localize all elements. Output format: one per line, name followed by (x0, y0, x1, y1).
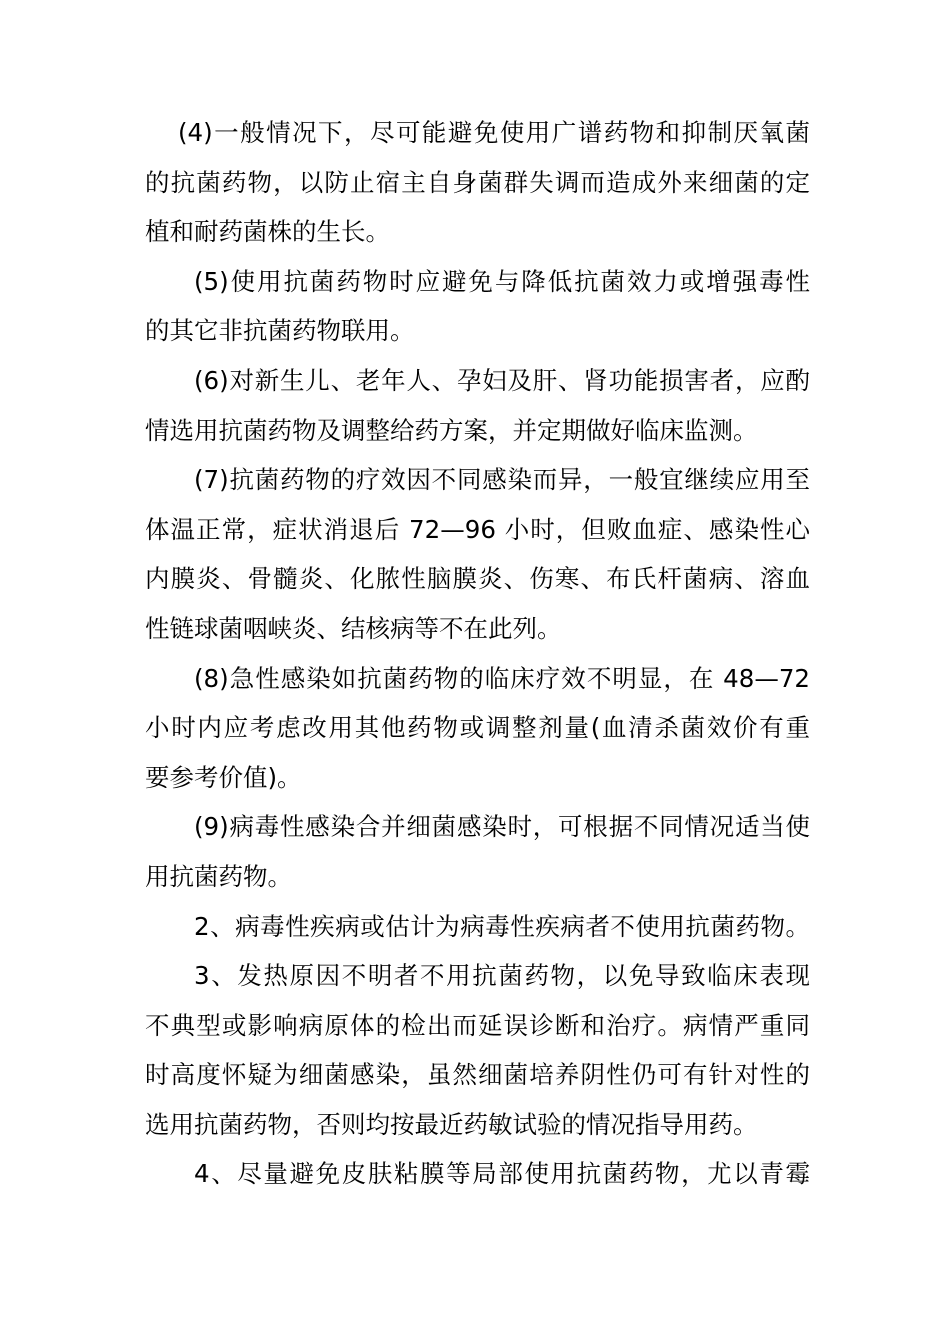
paragraph-line: 小时内应考虑改用其他药物或调整剂量(血清杀菌效价有重 (145, 713, 810, 743)
document-body (145, 108, 810, 1199)
paragraph-line: 要参考价值)。 (145, 762, 302, 792)
paragraph-line: 的抗菌药物，以防止宿主自身菌群失调而造成外来细菌的定 (145, 167, 810, 197)
paragraph-line: 内膜炎、骨髓炎、化脓性脑膜炎、伤寒、布氏杆菌病、溶血 (145, 564, 810, 594)
paragraph-line: (8)急性感染如抗菌药物的临床疗效不明显，在 48—72 (194, 663, 810, 693)
paragraph-line: 情选用抗菌药物及调整给药方案，并定期做好临床监测。 (145, 415, 758, 445)
paragraph-line: 用抗菌药物。 (145, 861, 292, 891)
paragraph-line: (6)对新生儿、老年人、孕妇及肝、肾功能损害者，应酌 (194, 365, 810, 395)
paragraph-line: 体温正常，症状消退后 72—96 小时，但败血症、感染性心 (145, 514, 810, 544)
paragraph-line: 不典型或影响病原体的检出而延误诊断和治疗。病情严重同 (145, 1010, 810, 1040)
paragraph-line: 4、尽量避免皮肤粘膜等局部使用抗菌药物，尤以青霉 (194, 1159, 810, 1189)
paragraph-line: (5)使用抗菌药物时应避免与降低抗菌效力或增强毒性 (194, 266, 810, 296)
paragraph-line: 性链球菌咽峡炎、结核病等不在此列。 (145, 613, 562, 643)
paragraph-line: 植和耐药菌株的生长。 (145, 217, 390, 247)
paragraph-line: 2、病毒性疾病或估计为病毒性疾病者不使用抗菌药物。 (194, 911, 810, 941)
paragraph-line: 3、发热原因不明者不用抗菌药物，以免导致临床表现 (194, 961, 810, 991)
paragraph-line: 选用抗菌药物，否则均按最近药敏试验的情况指导用药。 (145, 1109, 758, 1139)
paragraph-line: 的其它非抗菌药物联用。 (145, 316, 415, 346)
paragraph-line: (9)病毒性感染合并细菌感染时，可根据不同情况适当使 (194, 812, 810, 842)
paragraph-line: (7)抗菌药物的疗效因不同感染而异，一般宜继续应用至 (194, 465, 810, 495)
paragraph-line: 时高度怀疑为细菌感染，虽然细菌培养阴性仍可有针对性的 (145, 1060, 810, 1090)
paragraph-line: (4)一般情况下，尽可能避免使用广谱药物和抑制厌氧菌 (178, 118, 810, 147)
